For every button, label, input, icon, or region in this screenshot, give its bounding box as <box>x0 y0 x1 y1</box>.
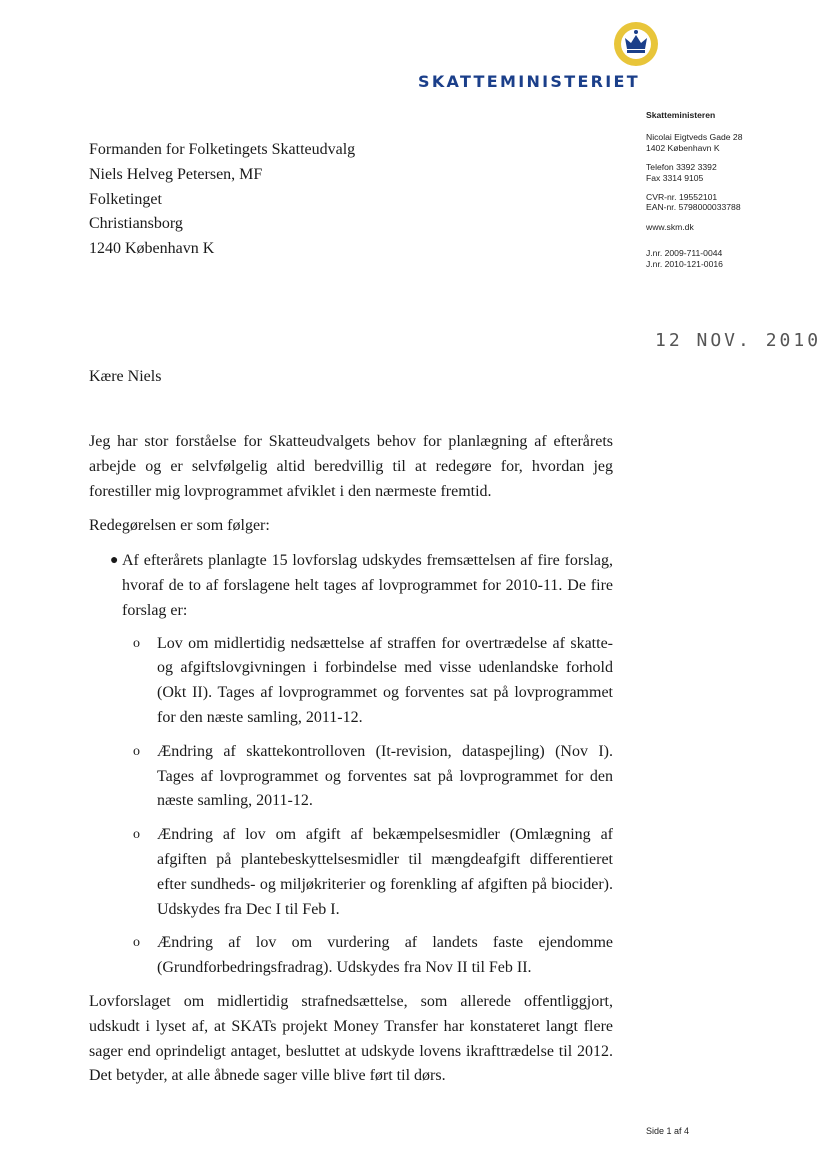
date-stamp: 12 NOV. 2010 <box>655 330 822 351</box>
sub-item: o Ændring af lov om vurdering af landets faste ejendomme (Grundforbedringsfradrag). Udskydes fra Nov II til Feb II. <box>89 931 613 981</box>
sub-item: o Lov om midlertidig nedsættelse af straffen for overtrædelse af skatte- og afgiftslovgivningen i forbindelse med visse udenlandske forhold (Okt II). Tages af lovprogrammet og forventes sat på lovprogrammet for den næste samling, 2011-12. <box>89 632 613 731</box>
recipient-line: 1240 København K <box>89 240 215 258</box>
bullet-item: ● Af efterårets planlagte 15 lovforslag udskydes fremsættelsen af fire forslag, hvoraf de to af forslagene helt tages af lovprogrammet for 2010-11. De fire forslag er: <box>89 549 613 623</box>
letter-body <box>89 430 613 1099</box>
circle-bullet-icon: o <box>133 827 140 843</box>
recipient-line: Formanden for Folketingets Skatteudvalg <box>89 141 356 158</box>
brand-name: SKATTEMINISTERIET <box>418 72 640 91</box>
paragraph: Lovforslaget om midlertidig strafnedsættelse, som allerede offentliggjort, udskudt i lyset af, at SKATs projekt Money Transfer har konstateret langt flere sager end oprindeligt antaget, besluttet at udskyde lovens ikrafttrædelse til 2012. Det betyder, at alle åbnede sager ville blive ført til dørs. <box>89 992 613 1085</box>
crown-emblem-icon <box>610 18 662 70</box>
recipient-address <box>89 138 355 262</box>
circle-bullet-icon: o <box>133 743 140 759</box>
journal-numbers: J.nr. 2009-711-0044 J.nr. 2010-121-0016 <box>646 248 723 269</box>
sender-phone: Telefon 3392 3392 Fax 3314 9105 <box>646 162 717 183</box>
circle-bullet-icon: o <box>133 635 140 651</box>
sender-info <box>646 110 816 278</box>
recipient-line: Folketinget <box>89 190 162 208</box>
bullet-dot-icon: ● <box>110 553 119 569</box>
sender-registration: CVR-nr. 19552101 EAN-nr. 5798000033788 <box>646 192 741 213</box>
sub-item: o Ændring af lov om afgift af bekæmpelsesmidler (Omlægning af afgiften på plantebeskyttelsesmidler til mængdeafgift differentieret efter sundheds- og miljøkriterier og forenkling af afgiften på biocider). Udskydes fra Dec I til Feb I. <box>89 823 613 922</box>
paragraph: Jeg har stor forståelse for Skatteudvalgets behov for planlægning af efterårets arbejde og er selvfølgelig altid beredvillig til at redegøre for, hvordan jeg forestiller mig lovprogrammet afviklet i den nærmeste fremtid. <box>89 433 613 500</box>
paragraph: Redegørelsen er som følger: <box>89 517 270 535</box>
circle-bullet-icon: o <box>133 935 140 951</box>
greeting: Kære Niels <box>89 368 162 385</box>
sub-item: o Ændring af skattekontrolloven (It-revision, dataspejling) (Nov I). Tages af lovprogrammet og forventes sat på lovprogrammet for den næste samling, 2011-12. <box>89 740 613 814</box>
page-number: Side 1 af 4 <box>646 1126 690 1136</box>
sender-website: www.skm.dk <box>646 221 694 232</box>
sender-address: Nicolai Eigtveds Gade 28 1402 København K <box>646 132 743 153</box>
recipient-line: Niels Helveg Petersen, MF <box>89 165 263 183</box>
sender-title: Skatteministeren <box>646 110 716 120</box>
recipient-line: Christiansborg <box>89 215 183 233</box>
